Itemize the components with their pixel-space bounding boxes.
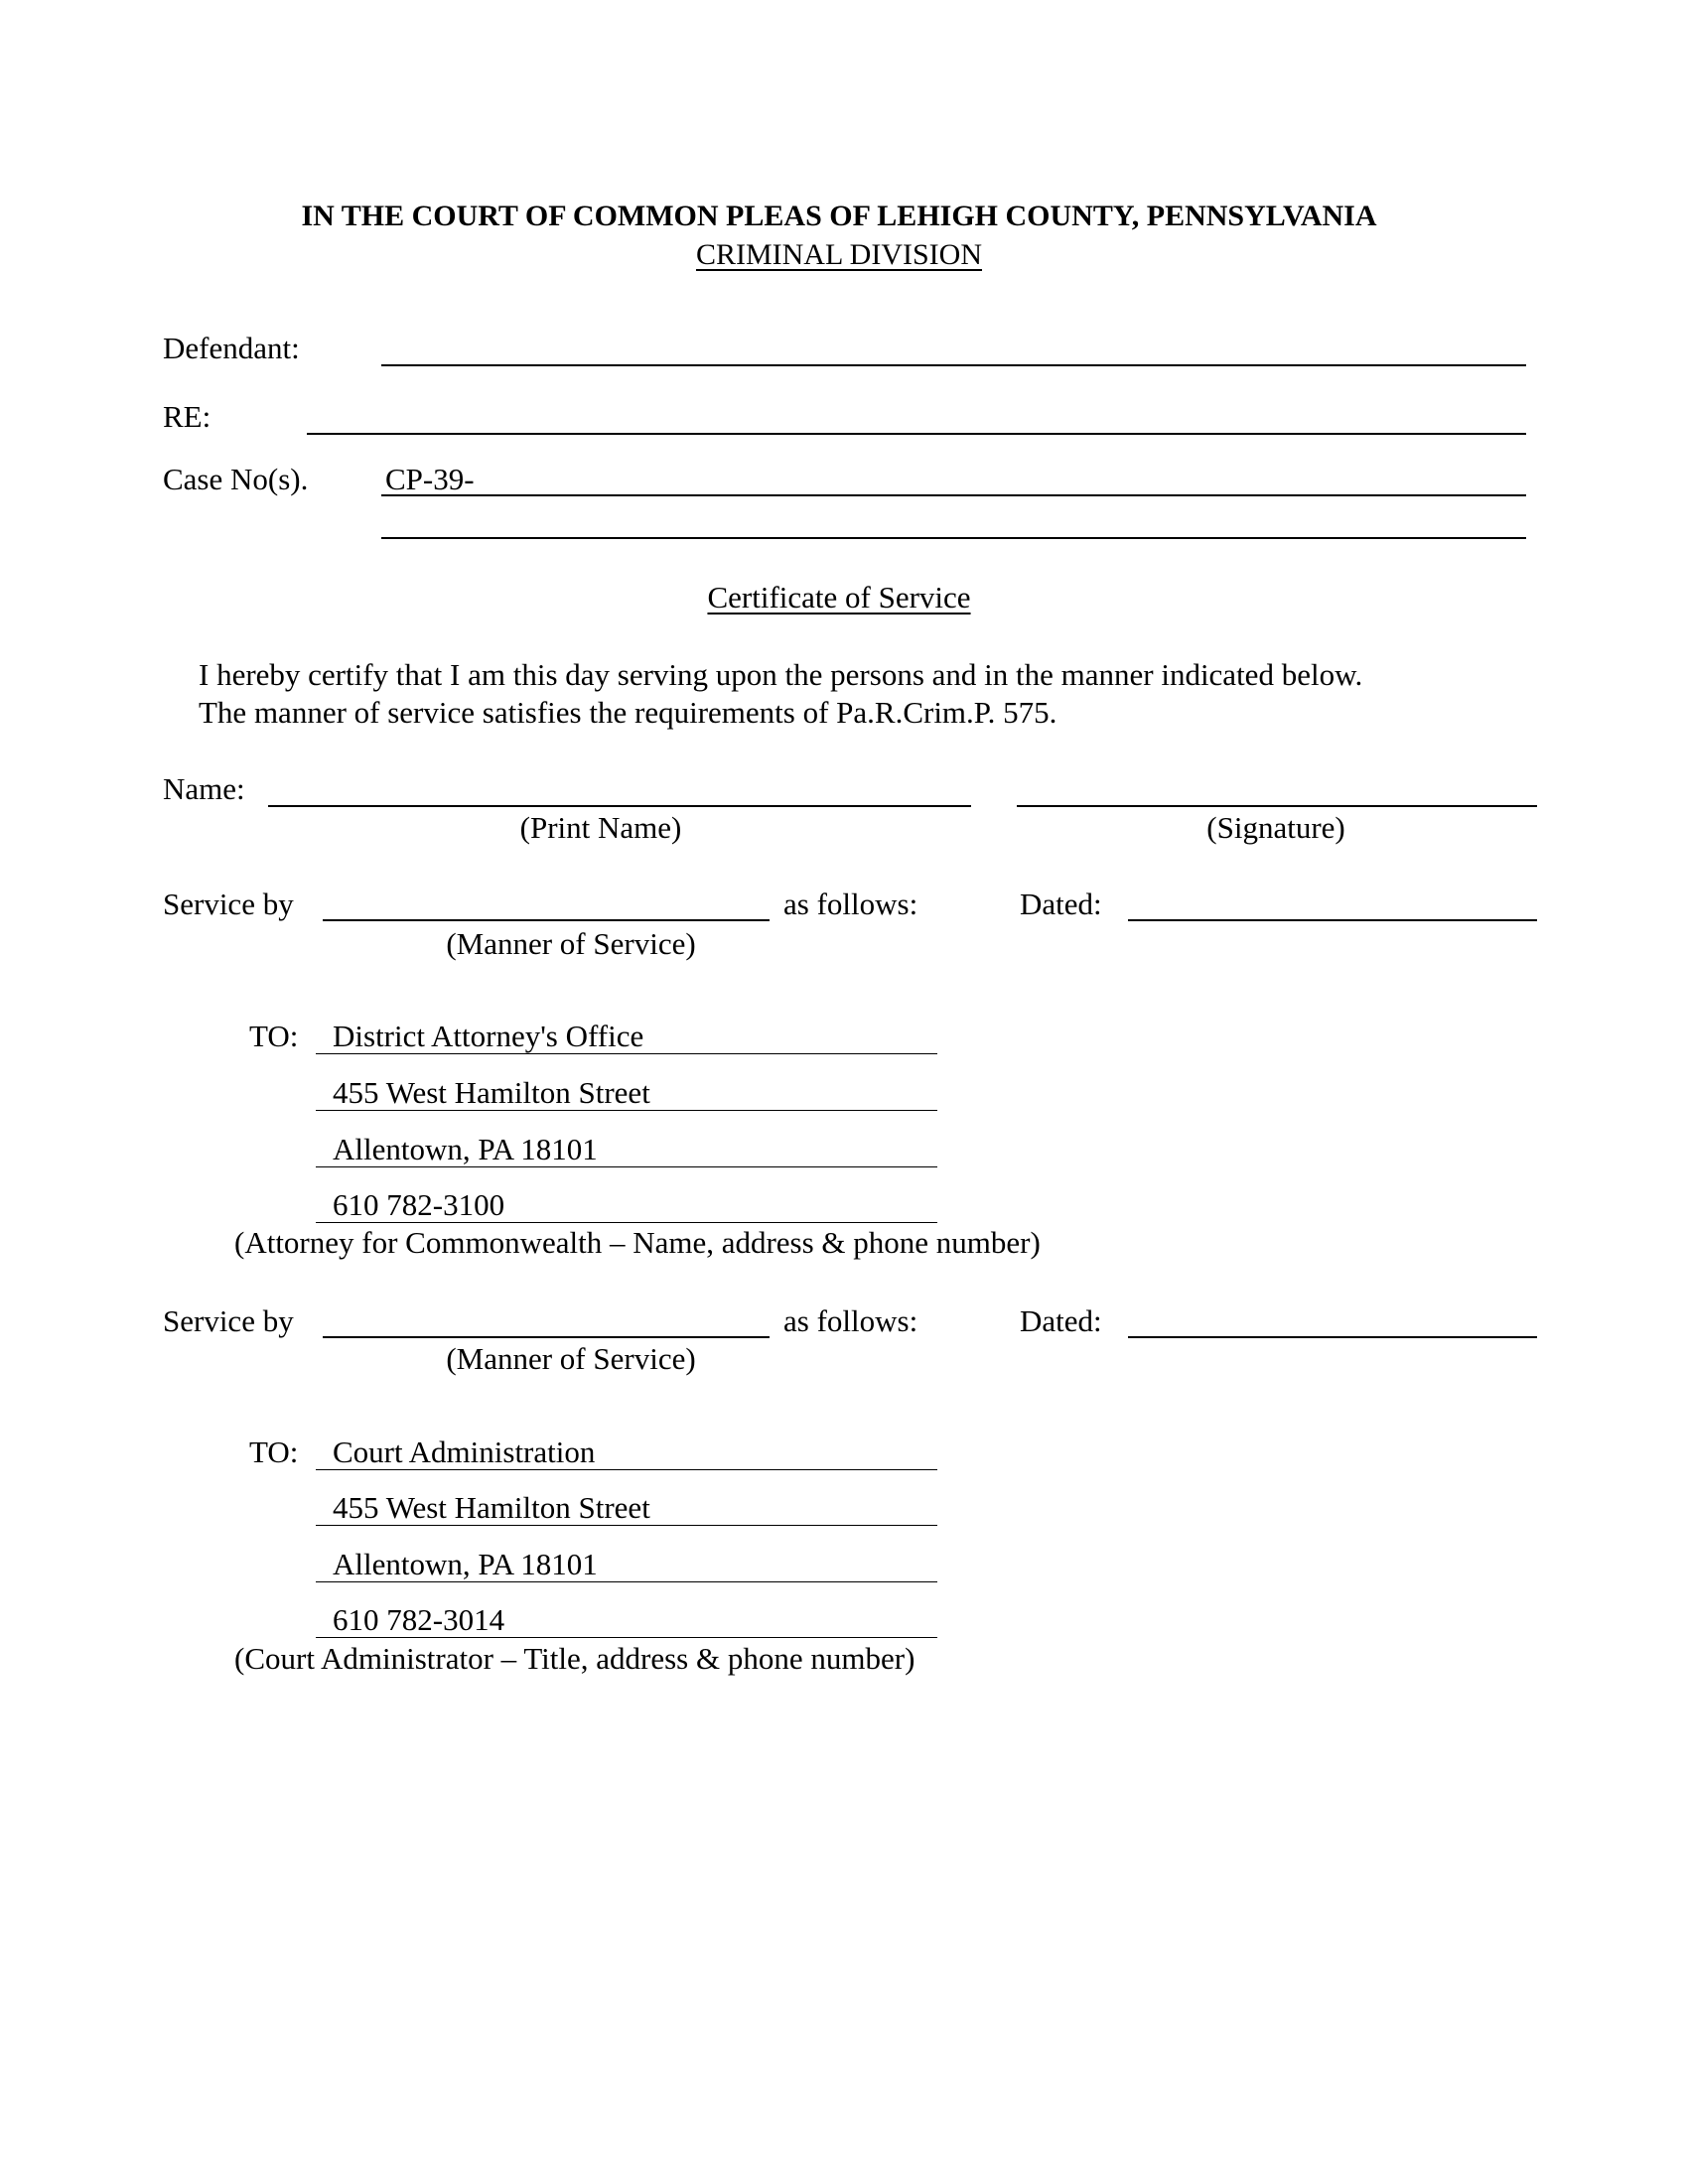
defendant-line [381, 364, 1526, 366]
recipient-line-4: 610 782-3014 [333, 1602, 505, 1637]
dated-label: Dated: [1020, 1303, 1102, 1338]
manner-of-service-field[interactable] [323, 880, 770, 919]
certificate-statement-line-1: I hereby certify that I am this day serving upon the persons and in the manner indicated below. [199, 657, 1363, 692]
court-title: IN THE COURT OF COMMON PLEAS OF LEHIGH COUNTY, PENNSYLVANIA [301, 200, 1377, 232]
recipient-line-4: 610 782-3100 [333, 1187, 505, 1222]
dated-label: Dated: [1020, 887, 1102, 921]
manner-of-service-caption: (Manner of Service) [446, 1341, 696, 1376]
dated-field[interactable] [1128, 1297, 1537, 1336]
as-follows-label: as follows: [783, 1303, 918, 1338]
case-label: Case No(s). [163, 462, 309, 496]
manner-of-service-line [323, 1336, 770, 1338]
recipient-line-3: Allentown, PA 18101 [333, 1547, 598, 1581]
case-number-line-2 [381, 537, 1526, 539]
re-line [307, 433, 1526, 435]
as-follows-label: as follows: [783, 887, 918, 921]
case-number-field[interactable] [381, 454, 1526, 496]
recipient-underline [316, 1166, 937, 1167]
recipient-caption: (Court Administrator – Title, address & phone number) [234, 1641, 915, 1676]
print-name-line [268, 805, 971, 807]
manner-of-service-caption: (Manner of Service) [446, 926, 696, 961]
recipient-underline [316, 1637, 937, 1638]
name-label: Name: [163, 771, 245, 806]
case-number-field-2[interactable] [381, 496, 1526, 536]
print-name-caption: (Print Name) [519, 810, 682, 845]
division-title: CRIMINAL DIVISION [695, 238, 983, 271]
recipient-line-2: 455 West Hamilton Street [333, 1075, 650, 1110]
dated-field[interactable] [1128, 880, 1537, 919]
defendant-label: Defendant: [163, 331, 300, 365]
signature-line [1017, 805, 1537, 807]
service-by-label: Service by [163, 1303, 294, 1338]
recipient-underline [316, 1581, 937, 1582]
recipient-underline [316, 1525, 937, 1526]
recipient-underline [316, 1110, 937, 1111]
service-by-label: Service by [163, 887, 294, 921]
to-label: TO: [249, 1434, 299, 1469]
dated-line [1128, 1336, 1537, 1338]
recipient-line-1: Court Administration [333, 1434, 596, 1469]
recipient-underline [316, 1469, 937, 1470]
certificate-title: Certificate of Service [707, 580, 971, 614]
manner-of-service-field[interactable] [323, 1297, 770, 1336]
recipient-underline [316, 1053, 937, 1054]
print-name-field[interactable] [268, 764, 971, 804]
recipient-line-2: 455 West Hamilton Street [333, 1490, 650, 1525]
re-label: RE: [163, 399, 211, 434]
re-field[interactable] [307, 391, 1526, 431]
case-number-value: CP-39- [385, 462, 475, 496]
signature-caption: (Signature) [1206, 810, 1345, 845]
recipient-caption: (Attorney for Commonwealth – Name, address & phone number) [234, 1225, 1041, 1260]
to-label: TO: [249, 1019, 299, 1053]
recipient-underline [316, 1222, 937, 1223]
manner-of-service-line [323, 919, 770, 921]
recipient-line-3: Allentown, PA 18101 [333, 1132, 598, 1166]
certificate-statement-line-2: The manner of service satisfies the requirements of Pa.R.Crim.P. 575. [199, 695, 1057, 730]
defendant-field[interactable] [381, 323, 1526, 362]
signature-field[interactable] [1017, 764, 1537, 804]
recipient-line-1: District Attorney's Office [333, 1019, 644, 1053]
dated-line [1128, 919, 1537, 921]
